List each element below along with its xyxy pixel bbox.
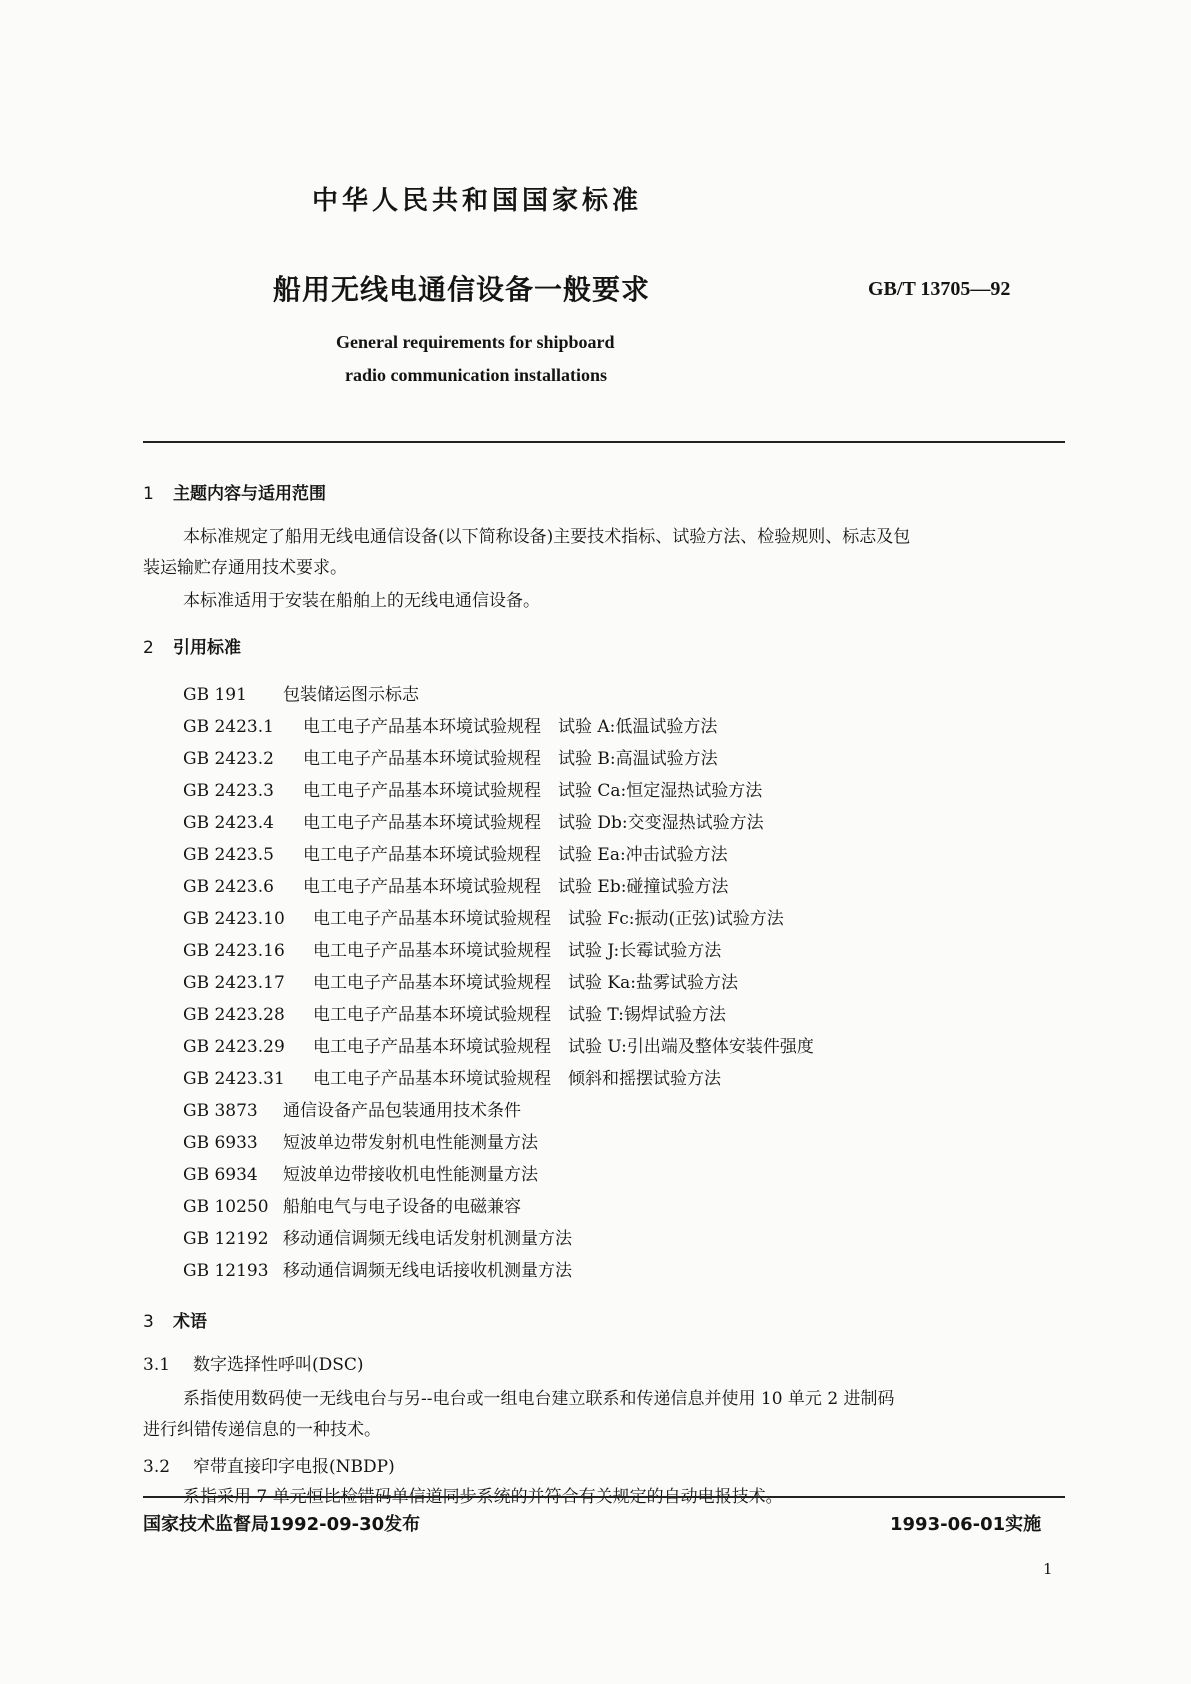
reference-title: 电工电子产品基本环境试验规程 试验 T:锡焊试验方法 (313, 1005, 726, 1025)
reference-item (183, 1064, 721, 1089)
reference-title: 电工电子产品基本环境试验规程 试验 U:引出端及整体安装件强度 (313, 1037, 814, 1057)
reference-item (183, 904, 784, 929)
term-3-2-number: 3.2 (143, 1457, 171, 1477)
issue-info: 国家技术监督局1992-09-30发布 (143, 1514, 421, 1535)
reference-title: 电工电子产品基本环境试验规程 试验 Ca:恒定湿热试验方法 (303, 781, 763, 801)
document-title: 船用无线电通信设备一般要求 (273, 273, 651, 306)
reference-code: GB 10250 (183, 1197, 269, 1217)
reference-title: 移动通信调频无线电话接收机测量方法 (283, 1261, 572, 1281)
reference-item (183, 1032, 814, 1057)
reference-item (183, 1224, 572, 1249)
reference-code: GB 6933 (183, 1133, 258, 1153)
reference-item (183, 712, 717, 737)
reference-title: 船舶电气与电子设备的电磁兼容 (283, 1197, 521, 1217)
reference-code: GB 2423.16 (183, 941, 285, 961)
reference-title: 电工电子产品基本环境试验规程 倾斜和摇摆试验方法 (313, 1069, 721, 1089)
section-3-number: 3 (143, 1312, 154, 1332)
reference-item (183, 1192, 521, 1217)
section-1-para-1-line-1: 本标准规定了船用无线电通信设备(以下简称设备)主要技术指标、试验方法、检验规则、标志及包 (183, 527, 911, 547)
reference-item (183, 680, 419, 705)
reference-title: 短波单边带接收机电性能测量方法 (283, 1165, 538, 1185)
section-1-para-1-line-2: 装运输贮存通用技术要求。 (143, 558, 347, 578)
effective-date: 1993-06-01实施 (890, 1514, 1042, 1535)
reference-code: GB 2423.2 (183, 749, 274, 769)
reference-item (183, 808, 764, 833)
reference-item (183, 1096, 521, 1121)
reference-code: GB 2423.6 (183, 877, 274, 897)
reference-code: GB 2423.4 (183, 813, 274, 833)
reference-title: 电工电子产品基本环境试验规程 试验 Eb:碰撞试验方法 (303, 877, 729, 897)
page-number: 1 (1043, 1560, 1053, 1578)
reference-title: 电工电子产品基本环境试验规程 试验 Ea:冲击试验方法 (303, 845, 728, 865)
reference-code: GB 2423.31 (183, 1069, 285, 1089)
term-3-1-number: 3.1 (143, 1355, 171, 1375)
reference-title: 短波单边带发射机电性能测量方法 (283, 1133, 538, 1153)
reference-title: 电工电子产品基本环境试验规程 试验 Fc:振动(正弦)试验方法 (313, 909, 784, 929)
term-3-2-title: 窄带直接印字电报(NBDP) (193, 1457, 395, 1477)
reference-code: GB 6934 (183, 1165, 258, 1185)
reference-item (183, 872, 728, 897)
term-3-1-title: 数字选择性呼叫(DSC) (193, 1355, 364, 1375)
reference-title: 包装储运图示标志 (283, 685, 419, 705)
reference-title: 电工电子产品基本环境试验规程 试验 Ka:盐雾试验方法 (313, 973, 738, 993)
section-3-heading (143, 1307, 207, 1332)
reference-title: 移动通信调频无线电话发射机测量方法 (283, 1229, 572, 1249)
standard-number: GB/T 13705—92 (868, 278, 1011, 300)
header-divider (143, 441, 1065, 443)
reference-title: 电工电子产品基本环境试验规程 试验 B:高温试验方法 (303, 749, 718, 769)
reference-item (183, 968, 738, 993)
section-2-number: 2 (143, 638, 154, 658)
footer-divider (143, 1496, 1065, 1498)
national-standard-label: 中华人民共和国国家标准 (312, 186, 643, 216)
reference-item (183, 1000, 726, 1025)
english-title-line-2: radio communication installations (345, 365, 608, 385)
section-2-title: 引用标准 (173, 638, 241, 658)
reference-code: GB 2423.3 (183, 781, 274, 801)
reference-item (183, 1160, 538, 1185)
reference-code: GB 2423.1 (183, 717, 274, 737)
english-title-line-1: General requirements for shipboard (336, 332, 615, 352)
reference-item (183, 1128, 538, 1153)
reference-title: 电工电子产品基本环境试验规程 试验 J:长霉试验方法 (313, 941, 722, 961)
term-3-1-definition-line-1: 系指使用数码使一无线电台与另--电台或一组电台建立联系和传递信息并使用 10 单元 2 进制码 (183, 1389, 895, 1409)
reference-title: 通信设备产品包装通用技术条件 (283, 1101, 521, 1121)
reference-item (183, 776, 762, 801)
reference-code: GB 2423.28 (183, 1005, 285, 1025)
reference-item (183, 936, 721, 961)
term-3-1 (143, 1350, 364, 1375)
reference-title: 电工电子产品基本环境试验规程 试验 Db:交变湿热试验方法 (303, 813, 764, 833)
reference-code: GB 2423.17 (183, 973, 285, 993)
reference-code: GB 12193 (183, 1261, 269, 1281)
reference-code: GB 2423.10 (183, 909, 285, 929)
reference-code: GB 2423.5 (183, 845, 274, 865)
section-2-heading (143, 633, 241, 658)
section-1-number: 1 (143, 484, 154, 504)
section-1-heading (143, 479, 326, 504)
reference-title: 电工电子产品基本环境试验规程 试验 A:低温试验方法 (303, 717, 718, 737)
reference-code: GB 2423.29 (183, 1037, 285, 1057)
section-1-title: 主题内容与适用范围 (173, 484, 326, 504)
reference-item (183, 1256, 572, 1281)
reference-code: GB 3873 (183, 1101, 258, 1121)
term-3-2 (143, 1452, 395, 1477)
reference-code: GB 191 (183, 685, 247, 705)
term-3-2-definition-line-1: 系指采用 7 单元恒比检错码单信道同步系统的并符合有关规定的自动电报技术。 (183, 1487, 783, 1507)
reference-item (183, 744, 718, 769)
section-3-title: 术语 (173, 1312, 207, 1332)
section-1-para-2: 本标准适用于安装在船舶上的无线电通信设备。 (183, 591, 540, 611)
reference-code: GB 12192 (183, 1229, 269, 1249)
reference-item (183, 840, 728, 865)
term-3-1-definition-line-2: 进行纠错传递信息的一种技术。 (143, 1420, 381, 1440)
